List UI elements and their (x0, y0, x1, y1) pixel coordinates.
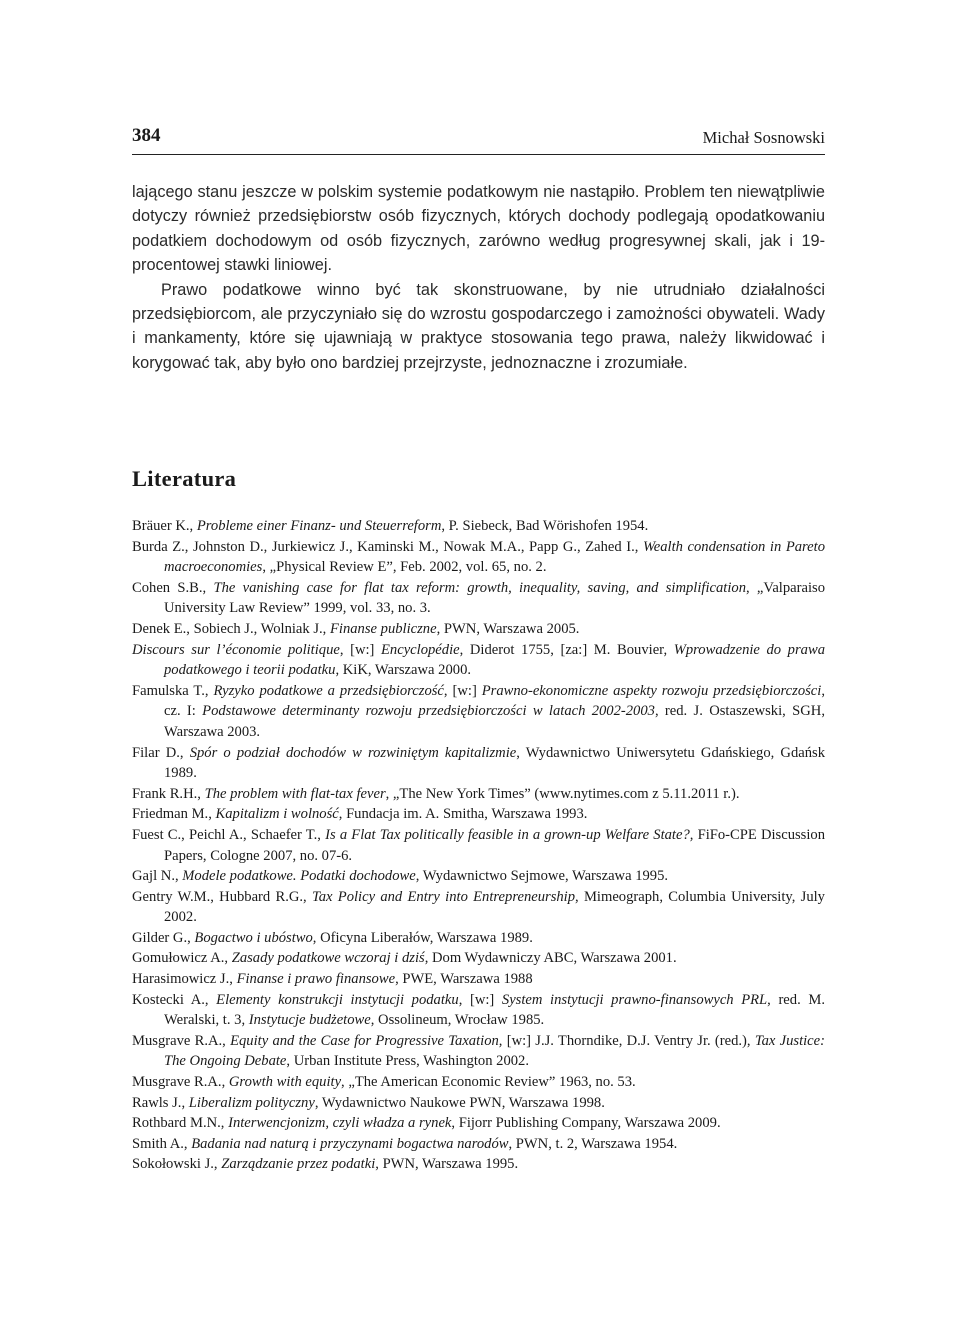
bibliography-entry (132, 948, 825, 969)
bibliography-entry (132, 866, 825, 887)
entry-title-run: Prawno-ekonomiczne aspekty rozwoju przedsiębiorczości (481, 682, 822, 699)
entry-title-run: Tax Justice: The Ongoing Debate (164, 1032, 825, 1070)
entry-title-run: The problem with flat-tax fever (204, 785, 386, 802)
entry-text-run: Rothbard M.N., (132, 1115, 229, 1132)
bibliography-entry (132, 1154, 825, 1175)
entry-text-run: , Wydawnictwo Sejmowe, Warszawa 1995. (415, 868, 669, 885)
entry-text-run: , [w:] (339, 641, 382, 658)
entry-text-run: , red. J. Ostaszewski, SGH, Warszawa 2003. (164, 703, 825, 740)
bibliography-entry (132, 640, 825, 681)
running-header (132, 124, 825, 155)
entry-text-run: , Fijorr Publishing Company, Warszawa 2009. (451, 1115, 721, 1132)
entry-text-run: Filar D., (132, 744, 190, 761)
entry-text-run: , cz. I: (164, 682, 825, 720)
bibliography-entry (132, 784, 825, 805)
entry-title-run: Modele podatkowe. Podatki dochodowe (182, 868, 416, 885)
bibliography-entry (132, 1031, 825, 1072)
page-number: 384 (132, 125, 161, 146)
entry-text-run: Rawls J., (132, 1094, 189, 1111)
section-heading: Literatura (132, 466, 237, 491)
bibliography-entry (132, 1113, 825, 1134)
bibliography-entry (132, 743, 825, 784)
entry-text-run: , Wydawnictwo Uniwersytetu Gdańskiego, Gdańsk 1989. (164, 744, 825, 782)
entry-title-run: Discours sur l’économie politique (132, 641, 340, 658)
entry-title-run: Probleme einer Finanz- und Steuerreform (196, 518, 442, 534)
entry-text-run: Musgrave R.A., (132, 1074, 229, 1091)
entry-text-run: , [w:] (443, 682, 482, 699)
entry-text-run: Fuest C., Peichl A., Schaefer T., (132, 826, 326, 843)
bibliography-entry (132, 969, 825, 990)
entry-title-run: Spór o podział dochodów w rozwiniętym kapitalizmie (189, 744, 517, 761)
entry-title-run: System instytucji prawno-finansowych PRL (501, 991, 768, 1008)
entry-text-run: , Ossolineum, Wrocław 1985. (370, 1012, 545, 1029)
entry-title-run: Liberalizm polityczny (188, 1094, 315, 1111)
entry-text-run: , Diderot 1755, [za:] M. Bouvier, (459, 641, 674, 658)
entry-text-run: , P. Siebeck, Bad Wörishofen 1954. (441, 518, 649, 534)
entry-text-run: , „Physical Review E”, Feb. 2002, vol. 65, no. 2. (262, 559, 547, 576)
entry-text-run: Harasimowicz J., (132, 971, 237, 988)
entry-text-run: , „Valparaiso University Law Review” 1999, vol. 33, no. 3. (164, 579, 825, 617)
entry-text-run: Gajl N., (132, 868, 183, 885)
entry-text-run: , Dom Wydawniczy ABC, Warszawa 2001. (424, 950, 677, 967)
entry-text-run: , Urban Institute Press, Washington 2002. (286, 1053, 529, 1070)
entry-text-run: , red. M. Weralski, t. 3, (164, 991, 825, 1029)
entry-title-run: Finanse i prawo finansowe (236, 971, 396, 988)
bibliography-entry (132, 537, 825, 578)
entry-text-run: , Mimeograph, Columbia University, July 2002. (164, 888, 825, 926)
body-paragraph: lającego stanu jeszcze w polskim systemie podatkowym nie nastąpiło. Problem ten niewątpliwie dotyczy również przedsiębiorstw osób fizycznych, których dochody podlegają opodatkowaniu podatkiem dochodowym od osób fizycznych, zarówno według progresywnej skali, jak i 19-procentowej stawki liniowej. (132, 183, 825, 275)
entry-text-run: Friedman M., (132, 806, 216, 823)
entry-text-run: , PWN, t. 2, Warszawa 1954. (508, 1135, 678, 1152)
bibliography-entry (132, 619, 825, 640)
entry-title-run: Kapitalizm i wolność (215, 806, 339, 823)
entry-title-run: Finanse publiczne (329, 620, 437, 637)
body-paragraph: Prawo podatkowe winno być tak skonstruowane, by nie utrudniało działalności przedsiębiorcom, ale przyczyniało się do wzrostu gospodarczego i zamożności obywateli. Wady i mankamenty, które się ujawniają w praktyce stosowania tego prawa, należy likwidować i korygować tak, aby było ono bardziej przejrzyste, jednoznaczne i zrozumiałe. (132, 280, 825, 372)
bibliography-entry (132, 825, 825, 866)
entry-text-run: , PWE, Warszawa 1988 (395, 971, 533, 988)
entry-text-run: Famulska T., (132, 682, 214, 699)
entry-title-run: Growth with equity (228, 1074, 342, 1091)
entry-title-run: The vanishing case for flat tax reform: growth, inequality, saving, and simplification (213, 579, 746, 596)
entry-text-run: Gomułowicz A., (132, 950, 232, 967)
entry-text-run: Sokołowski J., (132, 1156, 222, 1173)
bibliography-entry (132, 681, 825, 743)
entry-text-run: , PWN, Warszawa 1995. (375, 1156, 519, 1173)
bibliography-entry (132, 804, 825, 825)
entry-text-run: Cohen S.B., (132, 579, 214, 596)
bibliography-entry (132, 1072, 825, 1093)
entry-text-run: Smith A., (132, 1135, 192, 1152)
entry-title-run: Ryzyko podatkowe a przedsiębiorczość (213, 682, 444, 699)
bibliography-entry (132, 990, 825, 1031)
entry-text-run: , [w:] (458, 991, 502, 1008)
entry-text-run: Musgrave R.A., (132, 1032, 231, 1049)
bibliography-list (132, 516, 825, 1175)
bibliography-entry (132, 1093, 825, 1114)
entry-title-run: Encyclopédie (381, 641, 460, 658)
entry-text-run: [w:] J.J. Thorndike, D.J. Ventry Jr. (red.), (502, 1032, 755, 1049)
entry-text-run: , „The New York Times” (www.nytimes.com z 5.11.2011 r.). (385, 785, 740, 802)
entry-title-run: Zarządzanie przez podatki (221, 1156, 376, 1173)
entry-text-run: Gentry W.M., Hubbard R.G., (132, 888, 312, 905)
entry-title-run: Wealth condensation in Pareto macroeconomies (164, 538, 826, 576)
bibliography-entry (132, 1134, 825, 1155)
entry-title-run: Tax Policy and Entry into Entrepreneurship (311, 888, 576, 905)
entry-text-run: , Fundacja im. A. Smitha, Warszawa 1993. (338, 806, 588, 823)
entry-text-run: , Wydawnictwo Naukowe PWN, Warszawa 1998. (314, 1094, 605, 1111)
entry-text-run: Burda Z., Johnston D., Jurkiewicz J., Kaminski M., Nowak M.A., Papp G., Zahed I., (132, 538, 643, 555)
entry-title-run: Instytucje budżetowe (248, 1012, 371, 1029)
bibliography-entry (132, 887, 825, 928)
entry-text-run: Denek E., Sobiech J., Wolniak J., (132, 620, 330, 637)
entry-title-run: Elementy konstrukcji instytucji podatku (216, 991, 459, 1008)
running-author: Michał Sosnowski (702, 128, 825, 147)
entry-text-run: Gilder G., (132, 929, 195, 946)
bibliography-entry (132, 928, 825, 949)
entry-text-run: , PWN, Warszawa 2005. (436, 620, 580, 637)
entry-text-run: , Oficyna Liberałów, Warszawa 1989. (312, 929, 533, 946)
entry-title-run: Is a Flat Tax politically feasible in a grown-up Welfare State?, (325, 826, 694, 843)
entry-text-run: Kostecki A., (132, 991, 217, 1008)
entry-text-run: , KiK, Warszawa 2000. (335, 662, 472, 679)
entry-title-run: Wprowadzenie do prawa podatkowego i teorii podatku (164, 641, 825, 679)
entry-title-run: Interwencjonizm, czyli władza a rynek (228, 1115, 452, 1132)
bibliography-entry (132, 516, 825, 537)
entry-title-run: Badania nad naturą i przyczynami bogactwa narodów (191, 1135, 509, 1152)
entry-text-run: Bräuer K., (132, 518, 197, 534)
body-text (132, 180, 825, 375)
entry-text-run: Frank R.H., (132, 785, 205, 802)
entry-title-run: Bogactwo i ubóstwo (194, 929, 313, 946)
entry-text-run: , „The American Economic Review” 1963, no. 53. (341, 1074, 636, 1091)
bibliography-entry (132, 578, 825, 619)
entry-text-run: FiFo-CPE Discussion Papers, Cologne 2007, no. 07-6. (164, 826, 826, 864)
entry-title-run: Zasady podatkowe wczoraj i dziś (231, 950, 425, 967)
entry-title-run: Equity and the Case for Progressive Taxation, (230, 1032, 503, 1049)
entry-title-run: Podstawowe determinanty rozwoju przedsiębiorczości w latach 2002-2003 (202, 703, 655, 720)
